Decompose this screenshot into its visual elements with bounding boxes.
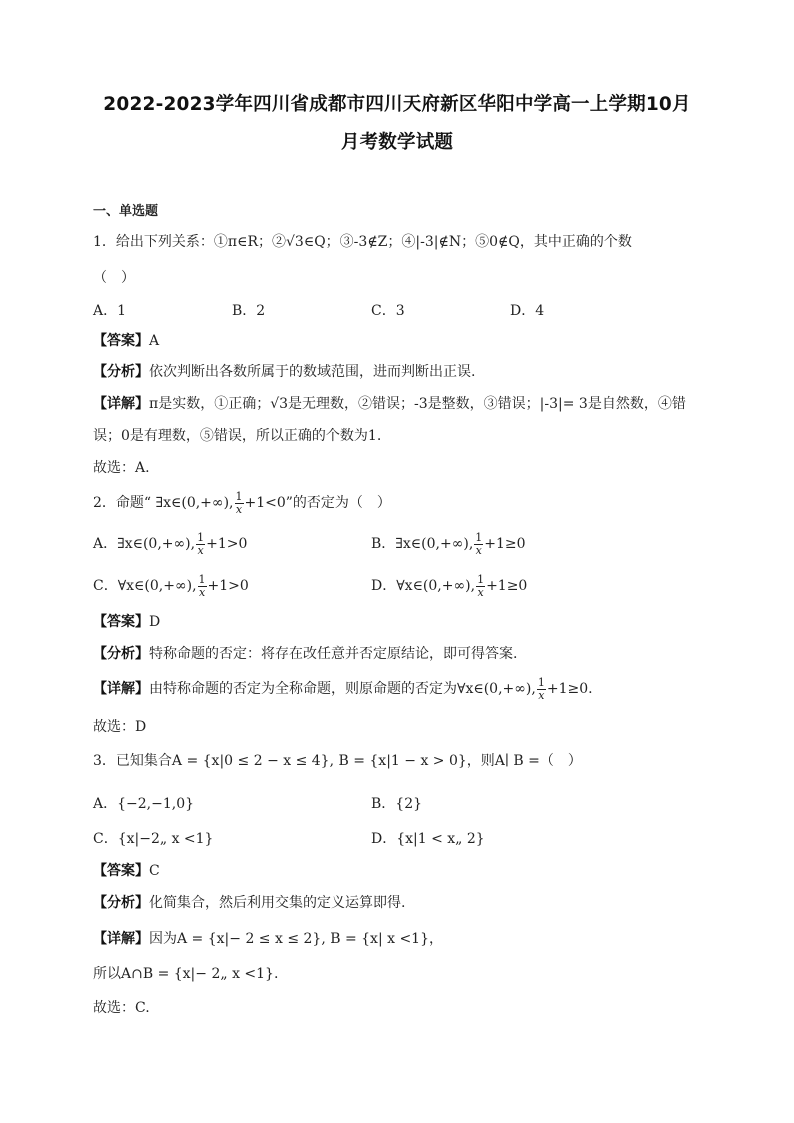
- fraction-denominator: x: [235, 502, 243, 516]
- fraction-numerator: 1: [235, 489, 243, 503]
- detail-tag: 【详解】: [93, 396, 149, 412]
- q2-detail: [93, 674, 593, 704]
- q2-stem-fraction: [235, 491, 244, 516]
- page-title-line-1: 2022-2023学年四川省成都市四川天府新区华阳中学高一上学期10月: [103, 94, 691, 115]
- q3-option-d: D．{x|1 < x„ 2}: [371, 831, 485, 847]
- q3-stem: 3．已知集合A = {x|0 ≤ 2 − x ≤ 4}, B = {x|1 − x > 0}，则A∣ B =（ ）: [93, 753, 582, 769]
- q2-option-c-post: +1>0: [207, 578, 249, 594]
- q3-detail-text: 因为A = {x|− 2 ≤ x ≤ 2}, B = {x| x <1}，: [149, 931, 443, 947]
- analysis-tag: 【分析】: [93, 895, 149, 911]
- q3-option-c: C．{x|−2„ x <1}: [93, 831, 214, 847]
- q1-stem: 1．给出下列关系：①π∈R；②√3∈Q；③-3∉Z；④|-3|∉N；⑤0∉Q，其中正确的个数: [93, 234, 632, 250]
- q1-analysis-text: 依次判断出各数所属于的数域范围，进而判断出正误.: [149, 364, 476, 380]
- fraction-denominator: x: [198, 585, 206, 599]
- q2-option-d: [371, 571, 527, 601]
- q3-detail-continued: 所以A∩B = {x|− 2„ x <1}.: [93, 966, 279, 982]
- q3-analysis-text: 化简集合，然后利用交集的定义运算即得.: [149, 895, 406, 911]
- q2-conclusion: 故选：D: [93, 719, 147, 735]
- q3-option-b: B．{2}: [371, 796, 423, 812]
- q1-conclusion: 故选：A.: [93, 460, 150, 476]
- fraction-numerator: 1: [477, 572, 485, 586]
- fraction-numerator: 1: [537, 675, 545, 689]
- q3-detail: [93, 929, 443, 949]
- detail-tag: 【详解】: [93, 931, 149, 947]
- answer-tag: 【答案】: [93, 333, 149, 349]
- q2-option-a-pre: A．∃x∈(0,+∞),: [93, 536, 196, 552]
- q2-detail-fraction: [537, 677, 546, 702]
- q1-answer-value: A: [149, 333, 160, 349]
- q1-option-b: B．2: [232, 303, 266, 319]
- q2-option-d-pre: D．∀x∈(0,+∞),: [371, 578, 476, 594]
- q2-stem: [93, 488, 391, 518]
- fraction-denominator: x: [475, 543, 482, 557]
- q2-detail-post: +1≥0.: [546, 681, 593, 697]
- q1-option-c: C．3: [371, 303, 405, 319]
- q2-option-b-post: +1≥0: [484, 536, 526, 552]
- q2-detail-pre: 由特称命题的否定为全称命题，则原命题的否定为∀x∈(0,+∞),: [149, 681, 536, 697]
- q2-option-a: [93, 529, 247, 559]
- q1-option-a: A．1: [93, 303, 127, 319]
- q2-analysis-text: 特称命题的否定：将存在改任意并否定原结论，即可得答案.: [149, 646, 518, 662]
- q1-option-d: D．4: [510, 303, 545, 319]
- q2-option-d-fraction: [476, 574, 485, 599]
- q1-detail-text-1: π是实数，①正确；√3是无理数，②错误；-3是整数，③错误；|-3|= 3是自然数，④错: [149, 396, 686, 412]
- q2-stem-post: +1<0”的否定为（ ）: [244, 495, 391, 511]
- section-heading: 一、单选题: [93, 204, 159, 219]
- fraction-numerator: 1: [475, 530, 483, 544]
- analysis-tag: 【分析】: [93, 646, 149, 662]
- q2-stem-pre: 2．命题“ ∃x∈(0,+∞),: [93, 495, 234, 511]
- q2-option-c-pre: C．∀x∈(0,+∞),: [93, 578, 197, 594]
- q3-answer: [93, 861, 160, 881]
- fraction-denominator: x: [197, 543, 204, 557]
- q2-option-a-post: +1>0: [206, 536, 248, 552]
- q2-option-c: [93, 571, 249, 601]
- answer-tag: 【答案】: [93, 863, 149, 879]
- q3-answer-value: C: [149, 863, 160, 879]
- q1-detail-continued: 误；0是有理数，⑤错误，所以正确的个数为1.: [93, 428, 382, 444]
- q2-answer: [93, 612, 160, 632]
- q2-option-c-fraction: [198, 574, 207, 599]
- fraction-denominator: x: [538, 688, 545, 702]
- q2-analysis: [93, 644, 517, 664]
- q3-conclusion: 故选：C.: [93, 1000, 150, 1016]
- fraction-numerator: 1: [197, 530, 205, 544]
- q3-analysis: [93, 893, 405, 913]
- detail-tag: 【详解】: [93, 681, 149, 697]
- q1-analysis: [93, 362, 475, 382]
- q2-option-b-fraction: [474, 532, 483, 557]
- fraction-denominator: x: [477, 585, 484, 599]
- q3-option-a: A．{−2,−1,0}: [93, 796, 195, 812]
- answer-tag: 【答案】: [93, 614, 149, 630]
- analysis-tag: 【分析】: [93, 364, 149, 380]
- q1-answer: [93, 331, 159, 351]
- q1-stem-paren: （ ）: [93, 270, 135, 286]
- page-title-line-2: 月考数学试题: [340, 132, 454, 153]
- q1-detail: [93, 394, 686, 414]
- q2-option-b-pre: B．∃x∈(0,+∞),: [371, 536, 474, 552]
- q2-option-d-post: +1≥0: [486, 578, 528, 594]
- q2-option-b: [371, 529, 526, 559]
- q2-answer-value: D: [149, 614, 161, 630]
- q2-option-a-fraction: [196, 532, 205, 557]
- fraction-numerator: 1: [198, 572, 206, 586]
